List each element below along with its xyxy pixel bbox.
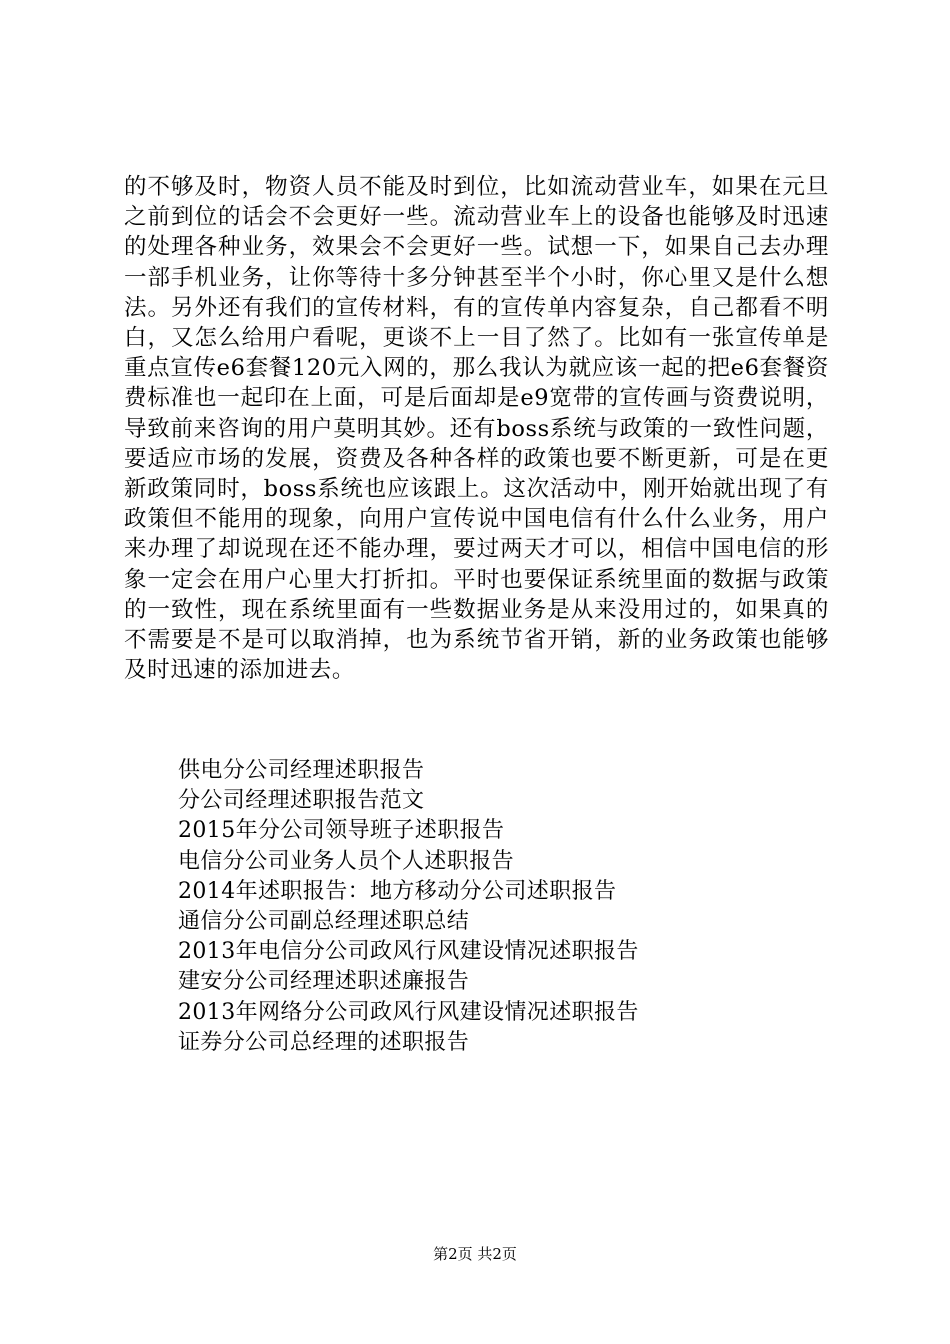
related-title-item: 2013年电信分公司政风行风建设情况述职报告 — [178, 939, 639, 965]
page-number-footer: 第2页 共2页 — [433, 1245, 517, 1263]
body-paragraph: 的不够及时，物资人员不能及时到位，比如流动营业车，如果在元旦之前到位的话会不会更好一些。流动营业车上的设备也能够及时迅速的处理各种业务，效果会不会更好一些。试想一下，如果自己去办理一部手机业务，让你等待十多分钟甚至半个小时，你心里又是什么想法。另外还有我们的宣传材料，有的宣传单内容复杂，自己都看不明白，又怎么给用户看呢，更谈不上一目了然了。比如有一张宣传单是重点宣传e6套餐120元入网的，那么我认为就应该一起的把e6套餐资费标准也一起印在上面，可是后面却是e9宽带的宣传画与资费说明，导致前来咨询的用户莫明其妙。还有boss系统与政策的一致性问题，要适应市场的发展，资费及各种各样的政策也要不断更新，可是在更新政策同时，boss系统也应该跟上。这次活动中，刚开始就出现了有政策但不能用的现象，向用户宣传说中国电信有什么什么业务，用户来办理了却说现在还不能办理，要过两天才可以，相信中国电信的形象一定会在用户心里大打折扣。平时也要保证系统里面的数据与政策的一致性，现在系统里面有一些数据业务是从来没用过的，如果真的不需要是不是可以取消掉，也为系统节省开销，新的业务政策也能够及时迅速的添加进去。 — [124, 174, 829, 684]
related-title-item: 证券分公司总经理的述职报告 — [178, 1029, 470, 1055]
related-title-item: 供电分公司经理述职报告 — [178, 758, 425, 783]
related-title-item: 2013年网络分公司政风行风建设情况述职报告 — [178, 999, 639, 1025]
related-title-item: 建安分公司经理述职述廉报告 — [178, 969, 470, 995]
related-title-item: 2015年分公司领导班子述职报告 — [178, 818, 505, 844]
related-title-item: 电信分公司业务人员个人述职报告 — [178, 848, 515, 874]
related-titles-list — [124, 756, 829, 1058]
related-title-item: 分公司经理述职报告范文 — [178, 788, 425, 814]
related-title-item: 通信分公司副总经理述职总结 — [178, 909, 470, 935]
related-title-item: 2014年述职报告：地方移动分公司述职报告 — [178, 878, 617, 904]
